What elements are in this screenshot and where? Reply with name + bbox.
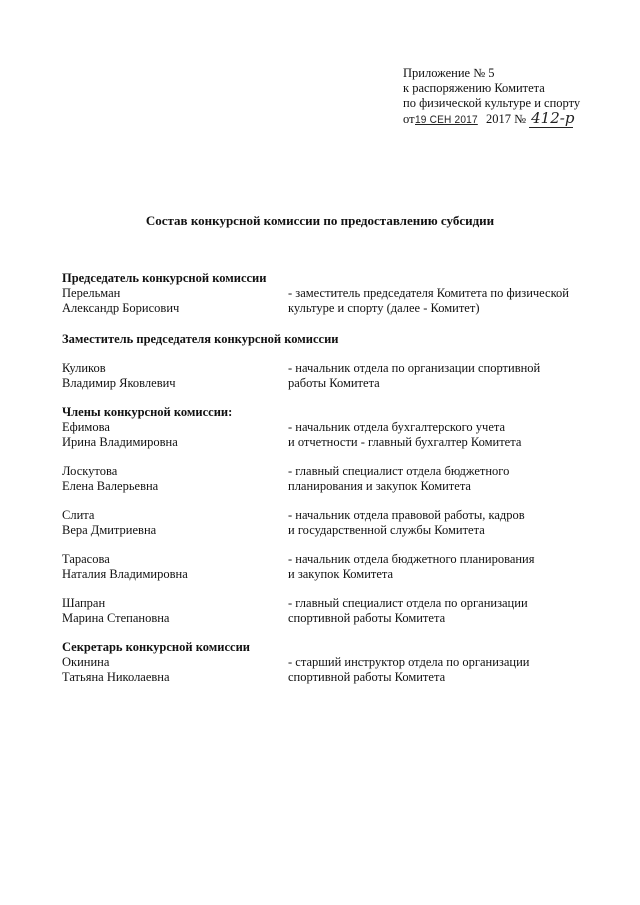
year-text: 2017 № — [482, 112, 526, 126]
member-role-line: спортивной работы Комитета — [288, 670, 446, 684]
member-given-name: Ирина Владимировна — [62, 435, 178, 449]
appendix-committee: по физической культуре и спорту — [403, 96, 581, 110]
member-role — [288, 508, 608, 538]
member-surname: Слита — [62, 508, 95, 522]
member-given-name: Елена Валерьевна — [62, 479, 159, 493]
member-surname: Шапран — [62, 596, 106, 610]
member-role-line: - заместитель председателя Комитета по физической — [288, 286, 569, 300]
member-surname: Лоскутова — [62, 464, 118, 478]
member-role — [288, 361, 608, 391]
member-role-line: - старший инструктор отдела по организации — [288, 655, 530, 669]
member-role-line: - начальник отдела правовой работы, кадров — [288, 508, 525, 522]
member-role — [288, 552, 608, 582]
member-name — [62, 286, 282, 316]
chair-member — [62, 286, 602, 318]
order-number-underline — [529, 111, 573, 128]
member-given-name: Марина Степановна — [62, 611, 170, 625]
member-role-line: - начальник отдела бухгалтерского учета — [288, 420, 506, 434]
member-given-name: Владимир Яковлевич — [62, 376, 176, 390]
member-role — [288, 420, 608, 450]
member-surname: Куликов — [62, 361, 106, 375]
member-name — [62, 420, 282, 450]
secretary-member — [62, 655, 602, 687]
member-role — [288, 464, 608, 494]
member-name — [62, 655, 282, 685]
member-given-name: Вера Дмитриевна — [62, 523, 157, 537]
chair-heading: Председатель конкурсной комиссии — [62, 271, 267, 285]
committee-member — [62, 596, 602, 628]
date-prefix: от — [403, 112, 415, 126]
member-surname: Тарасова — [62, 552, 110, 566]
member-role — [288, 596, 608, 626]
member-surname: Ефимова — [62, 420, 110, 434]
committee-member — [62, 508, 602, 540]
order-number: 412-р — [531, 109, 575, 127]
member-role-line: спортивной работы Комитета — [288, 611, 446, 625]
member-role — [288, 655, 608, 685]
member-role-line: работы Комитета — [288, 376, 380, 390]
member-name — [62, 508, 282, 538]
member-role-line: - начальник отдела по организации спортивной — [288, 361, 541, 375]
document-title: Состав конкурсной комиссии по предоставлению субсидии — [145, 213, 495, 228]
appendix-date-line — [403, 111, 628, 126]
deputy-member — [62, 361, 602, 393]
member-given-name: Александр Борисович — [62, 301, 180, 315]
appendix-order-ref: к распоряжению Комитета — [403, 81, 545, 95]
members-heading: Члены конкурсной комиссии: — [62, 405, 233, 419]
member-role-line: культуре и спорту (далее - Комитет) — [288, 301, 480, 315]
member-role-line: - главный специалист отдела по организации — [288, 596, 528, 610]
appendix-block — [403, 66, 628, 126]
member-surname: Перельман — [62, 286, 121, 300]
member-role-line: и государственной службы Комитета — [288, 523, 485, 537]
member-role-line: и отчетности - главный бухгалтер Комитета — [288, 435, 522, 449]
member-name — [62, 464, 282, 494]
secretary-heading: Секретарь конкурсной комиссии — [62, 640, 250, 654]
member-name — [62, 361, 282, 391]
committee-member — [62, 420, 602, 452]
date-stamp: 19 СЕН 2017 — [414, 114, 478, 126]
appendix-number: Приложение № 5 — [403, 66, 495, 80]
deputy-heading: Заместитель председателя конкурсной комиссии — [62, 332, 339, 346]
committee-member — [62, 552, 602, 584]
member-role-line: - начальник отдела бюджетного планирования — [288, 552, 535, 566]
member-role-line: и закупок Комитета — [288, 567, 394, 581]
member-role-line: планирования и закупок Комитета — [288, 479, 471, 493]
member-name — [62, 596, 282, 626]
member-given-name: Татьяна Николаевна — [62, 670, 170, 684]
committee-member — [62, 464, 602, 496]
member-given-name: Наталия Владимировна — [62, 567, 188, 581]
member-surname: Окинина — [62, 655, 110, 669]
member-role-line: - главный специалист отдела бюджетного — [288, 464, 510, 478]
member-name — [62, 552, 282, 582]
member-role — [288, 286, 608, 316]
